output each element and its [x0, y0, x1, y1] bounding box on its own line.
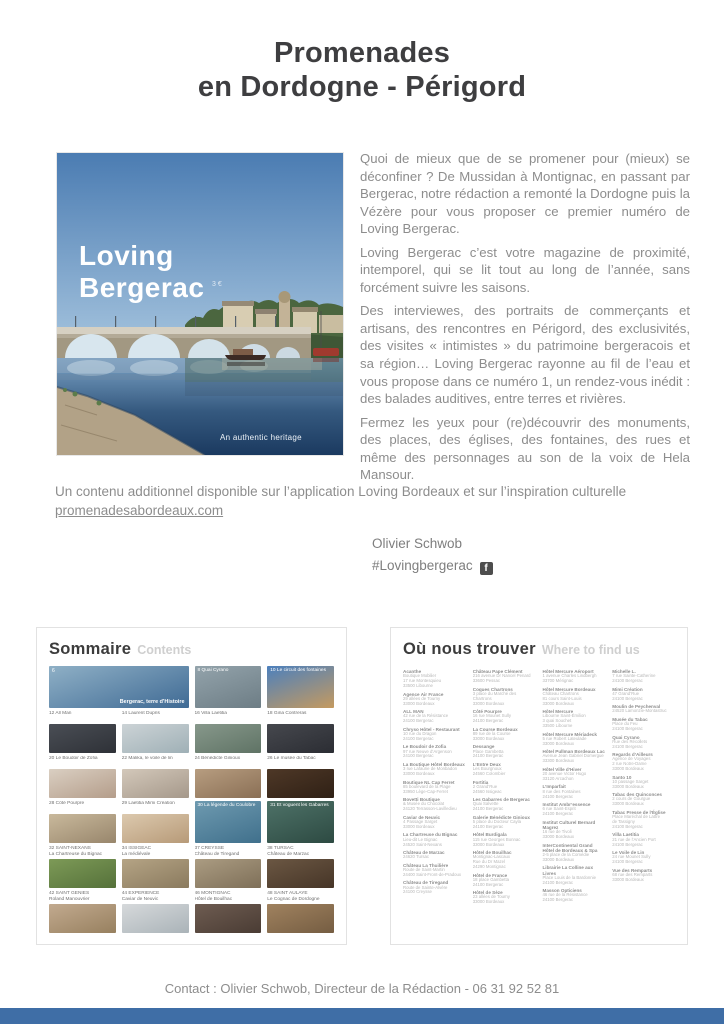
intro-text — [360, 150, 690, 490]
sommaire-tile — [267, 711, 334, 753]
finder-entry: Hôtel Mercure Aéroport 1 avenue Charles Lindbergh 33700 Mérignac — [542, 669, 597, 684]
sommaire-thumbnail: 8 Quai Cyrano — [195, 666, 262, 708]
finder-entry: Château de Tiregand Route de Sainte-Alvère 24100 Creysse — [403, 880, 449, 895]
finder-entry: ALL MAN 42 rue de la Résistance 24100 Bergerac — [403, 709, 449, 724]
sommaire-tile — [49, 846, 116, 888]
cover-price: 3 € — [212, 281, 222, 288]
finder-entry: Quai Cyrano Rue des Récollets 24100 Bergerac — [612, 734, 648, 749]
finder-entry: Agence Air France 29 allées de Tourny 33000 Bordeaux — [403, 691, 444, 706]
finder-entry: Hôtel Mercure Bordeaux Château Chartrons 81 cours Saint-Louis 33000 Bordeaux — [542, 686, 596, 706]
finder-entry: Bovetti Boutique & Musée du Chocolat 24120 Terrasson-Lavilledieu — [403, 797, 457, 812]
sommaire-thumbnail — [267, 859, 334, 888]
finder-entry: Coques Chartrons 3 place du Marché des Chartrons 33000 Bordeaux — [472, 686, 517, 706]
sommaire-thumbnail: 6 Bergerac, terre d’Histoire — [49, 666, 189, 708]
finder-entry: Tabac des Quinconces 2 cours de Gourgue 33000 Bordeaux — [612, 792, 662, 807]
sommaire-tile-caption: 46 MONTIGNAC Hôtel de Bouilhac — [194, 891, 233, 902]
cover-title-line2: Bergerac — [79, 272, 205, 303]
sommaire-title: Sommaire — [49, 640, 132, 658]
finder-entry: Château de Marzac 24620 Tursac — [403, 850, 445, 860]
sommaire-tile-caption: 20 Le Boudoir de Zofia — [49, 756, 98, 761]
finder-entry: Hôtel de Bouilhac Montignac-Lascaux Rue du Dr Mazel 24290 Montignac — [472, 850, 512, 870]
sommaire-tile — [49, 756, 116, 798]
sommaire-tile — [267, 666, 334, 708]
finder-column — [543, 669, 606, 908]
sommaire-tile-caption: 42 SAINT GENIÈS Roland Manouvrier — [49, 891, 90, 902]
sommaire-tile-caption: 26 Le musée du Tabac — [267, 756, 316, 761]
sommaire-tile-caption: 12 All Man — [49, 711, 72, 716]
cover-title-line1: Loving — [79, 240, 174, 271]
sommaire-tile — [195, 711, 262, 753]
footer-blue-bar — [0, 1008, 724, 1024]
sommaire-tile-caption: 16 Villa Laetitia — [194, 711, 227, 716]
sommaire-tile-caption: 37 CREYSSE Château de Tiregand — [194, 846, 240, 857]
sommaire-tile-caption: 44 EXPÉRIENCE Caviar de Neuvic — [121, 891, 160, 902]
finder-entry: Masson Opticiens 46 rue de la Résistance 24100 Bergerac — [542, 888, 588, 903]
sommaire-panel — [36, 627, 347, 945]
sommaire-thumbnail — [195, 769, 262, 798]
finder-entry: Regards d’Ailleurs Agence de Voyages 2 rue Notre-Dame 33000 Bordeaux — [612, 752, 653, 772]
finder-entry: Institut Ambr’essence 6 rue Saint-Esprit 24100 Bergerac — [542, 802, 591, 817]
page-title-line2: en Dordogne - Périgord — [197, 71, 527, 104]
sommaire-thumbnail — [267, 769, 334, 798]
finder-panel — [390, 627, 688, 945]
sommaire-tile — [49, 801, 116, 843]
intro-paragraph: Loving Bergerac c’est votre magazine de proximité, intemporel, qui se lit tout au long de l’année, sans forcément suivre les saisons. — [360, 244, 690, 295]
sommaire-tile-caption: 29 Laetitia Mimi Création — [121, 801, 175, 806]
sommaire-tile — [267, 891, 334, 933]
cover-tagline: An authentic heritage — [220, 433, 302, 442]
sommaire-thumbnail — [49, 769, 116, 798]
sommaire-thumbnail — [122, 724, 189, 753]
additional-content-text: Un contenu additionnel disponible sur l’application Loving Bordeaux et sur l’inspiration culturelle — [55, 484, 627, 499]
sommaire-tile — [122, 801, 189, 843]
sommaire-thumbnail: 30 La légende du Coulobre — [195, 801, 262, 843]
finder-entry: Hôtel Pullman Bordeaux Lac Avenue Jean Gabriel Domergue 33300 Bordeaux — [542, 749, 605, 764]
finder-entry: Hôtel Ville d’Hiver 20 avenue Victor Hugo 33120 Arcachon — [542, 766, 587, 781]
finder-entry: Hôtel Mercure Mériadeck 5 rue Robert Lateulade 33000 Bordeaux — [542, 731, 597, 746]
sommaire-tile-caption: 38 TURSAC Château de Marzac — [267, 846, 310, 857]
facebook-icon[interactable]: f — [480, 562, 493, 575]
finder-entry: Santo 10 10 passage Sarget 33000 Bordeaux — [612, 774, 649, 789]
sommaire-thumbnail — [122, 859, 189, 888]
finder-entry: Villa Laetitia 21 rue de l’Ancien Port 24100 Bergerac — [612, 832, 656, 847]
sommaire-header — [49, 640, 334, 659]
finder-column — [403, 669, 466, 908]
sommaire-tile — [122, 891, 189, 933]
finder-entry: Boutique NL Cap Ferret 85 boulevard de la Plage 33950 Lège-Cap-Ferret — [403, 779, 455, 794]
finder-entry: Galerie Bénédicte Ginioux 5 place du Docteur Cayla 24100 Bergerac — [472, 814, 530, 829]
finder-entry: L’Entre Deux Les Bourgnoux 24560 Colombier — [472, 761, 506, 777]
finder-entry: Vue des Remparts 68 rue des Remparts 33000 Bordeaux — [612, 867, 653, 882]
sommaire-tile-caption: 22 Malika, le voile de lin — [121, 756, 173, 761]
sommaire-thumbnail: 10 Le circuit des fontaines — [267, 666, 334, 708]
additional-content-note — [55, 483, 693, 521]
sommaire-tile-caption: 48 SAINT AULAYE Le Cognac de Dordogne — [267, 891, 320, 902]
finder-entry: Musée du Tabac Place du Feu 24100 Bergerac — [612, 716, 648, 732]
sommaire-thumbnail — [267, 724, 334, 753]
finder-entry: Château La Thuilière Route de Saint-Martin 24400 Saint-Front-de-Pradoux — [403, 862, 462, 877]
sommaire-tile-caption: 28 Côté Pourpre — [49, 801, 85, 806]
finder-column — [612, 669, 675, 908]
finder-subtitle: Where to find us — [541, 643, 640, 657]
finder-entry: Les Gabarres de Bergerac Quai Salvette 24100 Bergerac — [472, 797, 530, 812]
finder-title: Où nous trouver — [403, 640, 536, 658]
finder-entry: Michelle L. 7 rue Sainte-Catherine 24100 Bergerac — [612, 669, 656, 684]
sommaire-tile-caption: 34 ISSIGEAC La médiévale — [121, 846, 152, 857]
sommaire-tile — [195, 846, 262, 888]
sommaire-tile-caption: 32 SAINT-NEXANS La Chartreuse du Bignac — [49, 846, 103, 857]
sommaire-tile — [122, 846, 189, 888]
finder-entry: La Chartreuse du Bignac Lieu-dit Le Bignac 24520 Saint-Nexans — [403, 832, 458, 847]
sommaire-thumbnail — [195, 859, 262, 888]
sommaire-tile — [267, 756, 334, 798]
page-title — [0, 36, 724, 104]
finder-entry: Château Pape Clément 216 avenue Dr Nancel Penard 33600 Pessac — [472, 669, 531, 684]
finder-header — [403, 640, 675, 659]
sommaire-tile — [195, 666, 262, 708]
finder-entry: Chryso Hôtel - Restaurant 10 rue du Dragon 24100 Bergerac — [403, 726, 460, 741]
promenades-link[interactable]: promenadesabordeaux.com — [55, 502, 224, 518]
sommaire-thumbnail — [195, 904, 262, 933]
sommaire-thumbnail — [195, 724, 262, 753]
finder-entry: Le Boudoir de Zofia 97 rue Neuve d’Argenson 24100 Bergerac — [403, 744, 452, 759]
intro-paragraph: Quoi de mieux que de se promener pour (mieux) se déconfiner ? De Mussidan à Montignac, en passant par Bergerac, notre rédaction a remonté la Dordogne puis la Vézère pour vous proposer ce premier numéro de Loving Bergerac. — [360, 151, 690, 237]
sommaire-thumbnail — [49, 814, 116, 843]
sommaire-grid — [49, 666, 334, 933]
finder-columns — [403, 669, 675, 908]
sommaire-thumbnail — [49, 904, 116, 933]
sommaire-tile — [267, 801, 334, 843]
sommaire-tile — [195, 891, 262, 933]
finder-entry: Hôtel Burdigala 115 rue Georges Bonnac 33000 Bordeaux — [472, 832, 521, 847]
finder-entry: L’Imparfait 8 rue des Fontaines 24100 Bergerac — [542, 784, 581, 799]
sommaire-tile — [267, 846, 334, 888]
magazine-cover — [57, 153, 343, 455]
signature-name: Olivier Schwob — [372, 536, 463, 551]
sommaire-thumbnail — [122, 769, 189, 798]
sommaire-thumbnail — [49, 724, 116, 753]
sommaire-tile-caption: 24 Bénédicte Ginioux — [194, 756, 241, 761]
finder-entry: Acanthe Boutique Mobilier 17 rue Montesquieu 33500 Libourne — [403, 669, 441, 689]
finder-entry: Dessange Place Gambetta 24100 Bergerac — [472, 744, 504, 759]
finder-entry: Moulin de Peychenval 24520 Lamonzie-Montastruc — [612, 704, 667, 714]
finder-entry: InterContinental Grand Hôtel de Bordeaux & Spa 2-5 place de la Comédie 33000 Bordeaux — [542, 842, 598, 862]
intro-paragraph: Fermez les yeux pour (re)découvrir des monuments, des places, des églises, des fontaines, des rues et même des personnages au son de la voix de Hela Mansour. — [360, 414, 690, 483]
finder-entry: La Course Bordeaux 89 rue de la Course 33000 Bordeaux — [472, 726, 518, 741]
sommaire-tile — [122, 756, 189, 798]
sommaire-tile-caption: 14 Laurent Dupris — [121, 711, 160, 716]
finder-entry: Tabac Presse de l’Église Place Maréchal de Lattre de Tassigny 24100 Bergerac — [612, 809, 666, 829]
finder-entry: Institut Culturel Bernard Magrez 16 rue de Tivoli 33000 Bordeaux — [542, 819, 596, 839]
page-title-line1: Promenades — [273, 37, 451, 69]
finder-entry: La Boutique Hôtel Bordeaux 3 rue Lafaurie de Monbadon 33000 Bordeaux — [403, 761, 465, 777]
sommaire-subtitle: Contents — [137, 643, 192, 657]
finder-entry: Caviar de Neuvic 4 Passage Sarget 33000 Bordeaux — [403, 814, 441, 829]
sommaire-thumbnail — [267, 904, 334, 933]
sommaire-thumbnail: 31 Et voguent les Gabarres — [267, 801, 334, 843]
signature-hashtag: #Lovingbergerac — [372, 558, 473, 574]
signature-block — [372, 533, 493, 578]
finder-column — [473, 669, 536, 908]
sommaire-tile — [195, 801, 262, 843]
finder-entry: Hôtel Mercure Libourne Saint-Émilion 3 quai Souchet 33500 Libourne — [542, 709, 586, 729]
sommaire-tile — [49, 891, 116, 933]
sommaire-thumbnail — [49, 859, 116, 888]
sommaire-tile — [122, 711, 189, 753]
finder-entry: Librairie La Colline aux Livres Place Louis de la Bardonnie 24100 Bergerac — [542, 865, 597, 885]
sommaire-tile-caption: 18 Gina Contreras — [267, 711, 307, 716]
sommaire-thumbnail — [122, 904, 189, 933]
finder-entry: Hôtel de France 18 place Gambetta 24100 Bergerac — [472, 872, 510, 887]
footer-contact: Contact : Olivier Schwob, Directeur de la Rédaction - 06 31 92 52 81 — [164, 981, 560, 996]
intro-paragraph: Des interviewes, des portraits de commerçants et artisans, des rencontres en Périgord, des exclusivités, des visites « intimistes » du patrimoine bergeracois et sa région… Loving Bergerac rayonne au fil de l’eau et vous propose dans ce numéro 1, un rendez-vous inédit : des balades auditives, entre terres et rivières. — [360, 303, 690, 407]
sommaire-tile — [49, 711, 116, 753]
finder-entry: Le Voile de Lin 24 rue Mounet Sully 24100 Bergerac — [612, 850, 651, 865]
finder-entry: Mimi Création 47 Grand’Rue 24100 Bergerac — [612, 686, 643, 701]
finder-entry: Hôtel de Sèze 23 allées de Tourny 33000 Bordeaux — [472, 890, 510, 905]
sommaire-tile — [195, 756, 262, 798]
sommaire-tile — [49, 666, 189, 708]
finder-entry: Côté Pourpre 16 rue Mounet Sully 24100 Bergerac — [472, 709, 511, 724]
sommaire-thumbnail — [122, 814, 189, 843]
finder-entry: Fortitia 2 Grand’Rue 24560 Issigeac — [472, 779, 502, 794]
